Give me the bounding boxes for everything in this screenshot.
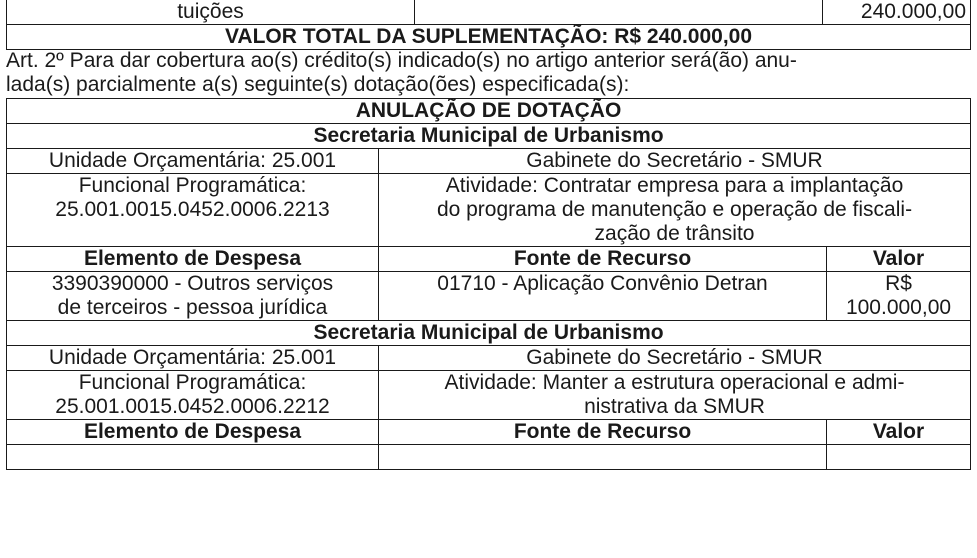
header-fonte: Fonte de Recurso <box>379 420 827 445</box>
table-row <box>7 346 971 371</box>
table-row <box>7 99 971 124</box>
empty-cell <box>827 445 971 470</box>
header-valor: Valor <box>827 420 971 445</box>
table-row <box>7 0 971 25</box>
amount-cell: 240.000,00 <box>823 0 971 25</box>
header-elemento: Elemento de Despesa <box>7 247 379 272</box>
atividade: Atividade: Manter a estrutura operacional e admi- nistrativa da SMUR <box>379 371 971 420</box>
table-row <box>7 149 971 174</box>
atividade: Atividade: Contratar empresa para a implantação do programa de manutenção e operação de fiscali- zação de trânsito <box>379 174 971 247</box>
article-line: Art. 2º Para dar cobertura ao(s) crédito(s) indicado(s) no artigo anterior será(ão) anu- <box>6 49 797 72</box>
empty-cell <box>415 0 823 25</box>
table-row <box>7 174 971 247</box>
funcional-programatica: Funcional Programática: 25.001.0015.0452.0006.2213 <box>7 174 379 247</box>
empty-cell <box>7 445 379 470</box>
table-row <box>7 272 971 321</box>
secretaria-heading: Secretaria Municipal de Urbanismo <box>7 124 971 149</box>
table-row <box>7 445 971 470</box>
table-row <box>7 247 971 272</box>
table-row <box>7 371 971 420</box>
supplement-total-table <box>6 0 971 50</box>
partial-cell: tuições <box>7 0 415 25</box>
valor: R$ 100.000,00 <box>827 272 971 321</box>
unidade-orcamentaria: Unidade Orçamentária: 25.001 <box>7 149 379 174</box>
fonte-recurso: 01710 - Aplicação Convênio Detran <box>379 272 827 321</box>
empty-cell <box>379 445 827 470</box>
funcional-programatica: Funcional Programática: 25.001.0015.0452.0006.2212 <box>7 371 379 420</box>
table-title: ANULAÇÃO DE DOTAÇÃO <box>7 99 971 124</box>
article-line: lada(s) parcialmente a(s) seguinte(s) dotação(ões) especificada(s): <box>6 73 630 96</box>
table-row <box>7 321 971 346</box>
gabinete: Gabinete do Secretário - SMUR <box>379 149 971 174</box>
table-row <box>7 420 971 445</box>
unidade-orcamentaria: Unidade Orçamentária: 25.001 <box>7 346 379 371</box>
annulment-table <box>6 98 971 470</box>
header-elemento: Elemento de Despesa <box>7 420 379 445</box>
elemento-despesa: 3390390000 - Outros serviços de terceiros - pessoa jurídica <box>7 272 379 321</box>
article-2-text <box>6 49 970 97</box>
header-fonte: Fonte de Recurso <box>379 247 827 272</box>
total-supplement: VALOR TOTAL DA SUPLEMENTAÇÃO: R$ 240.000,00 <box>7 25 971 50</box>
secretaria-heading: Secretaria Municipal de Urbanismo <box>7 321 971 346</box>
gabinete: Gabinete do Secretário - SMUR <box>379 346 971 371</box>
header-valor: Valor <box>827 247 971 272</box>
table-row <box>7 124 971 149</box>
table-row <box>7 25 971 50</box>
